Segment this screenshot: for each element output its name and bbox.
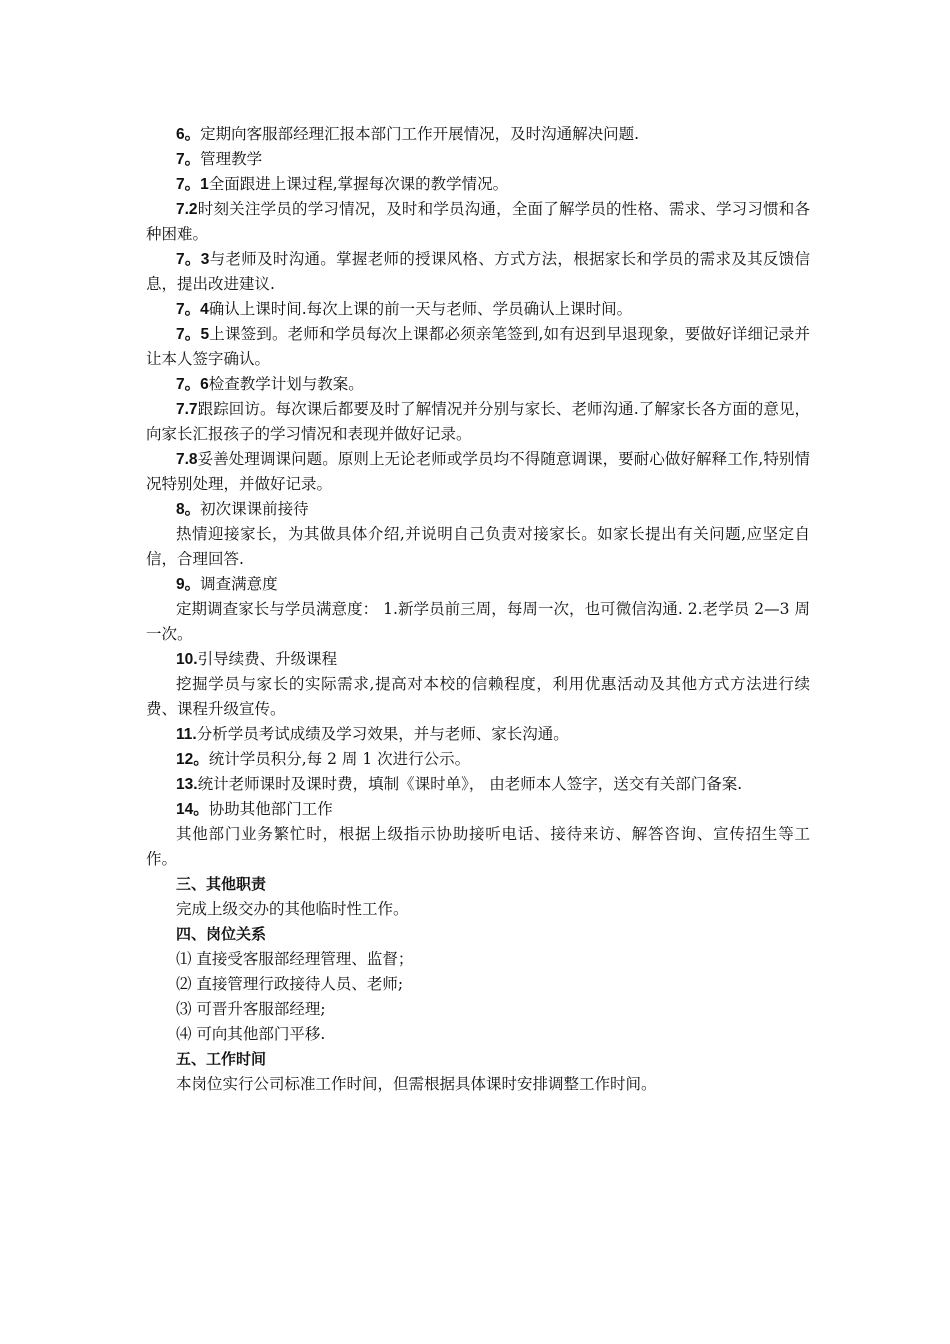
relations-item: ⑴ 直接受客服部经理管理、监督； [176, 950, 414, 968]
paragraph-8: 8。初次课课前接待 [176, 500, 309, 518]
paragraph-14: 14。协助其他部门工作 [176, 800, 333, 818]
paragraph-9: 9。调查满意度 [176, 575, 278, 593]
paragraph-11: 11.分析学员考试成绩及学习效果，并与老师、家长沟通。 [176, 725, 569, 743]
paragraph-7-5: 7。5上课签到。老师和学员每次上课都必须亲笔签到,如有迟到早退现象，要做好详细记录并让本人签字确认。 [146, 325, 810, 368]
document-page [146, 122, 810, 1097]
paragraph-8-body: 热情迎接家长，为其做具体介绍,并说明自己负责对接家长。如家长提出有关问题,应坚定自信，合理回答. [146, 525, 810, 568]
relations-item: ⑵ 直接管理行政接待人员、老师; [176, 975, 404, 993]
paragraph-10: 10.引导续费、升级课程 [176, 650, 338, 668]
relations-item: ⑷ 可向其他部门平移. [176, 1025, 326, 1043]
paragraph-6: 6。定期向客服部经理汇报本部门工作开展情况，及时沟通解决问题. [176, 125, 640, 143]
work-time-text: 本岗位实行公司标准工作时间，但需根据具体课时安排调整工作时间。 [176, 1075, 657, 1093]
paragraph-7-4: 7。4确认上课时间.每次上课的前一天与老师、学员确认上课时间。 [176, 300, 633, 318]
relations-item: ⑶ 可晋升客服部经理; [176, 1000, 326, 1018]
paragraph-7-8: 7.8妥善处理调课问题。原则上无论老师或学员均不得随意调课，要耐心做好解释工作,特别情况特别处理，并做好记录。 [146, 450, 810, 493]
paragraph-7-3: 7。3与老师及时沟通。掌握老师的授课风格、方式方法，根据家长和学员的需求及其反馈信息，提出改进建议. [146, 250, 810, 293]
paragraph-7-7: 7.7跟踪回访。每次课后都要及时了解情况并分别与家长、老师沟通.了解家长各方面的意见，向家长汇报孩子的学习情况和表现并做好记录。 [146, 400, 810, 443]
paragraph-12: 12。统计学员积分,每 2 周 1 次进行公示。 [176, 750, 471, 768]
paragraph-14-body: 其他部门业务繁忙时，根据上级指示协助接听电话、接待来访、解答咨询、宣传招生等工作。 [146, 825, 810, 868]
paragraph-10-body: 挖掘学员与家长的实际需求,提高对本校的信赖程度，利用优惠活动及其他方式方法进行续费、课程升级宣传。 [146, 675, 810, 718]
paragraph-7-1: 7。1全面跟进上课过程,掌握每次课的教学情况。 [176, 175, 509, 193]
paragraph-7-6: 7。6检查教学计划与教案。 [176, 375, 364, 393]
paragraph-7-2: 7.2时刻关注学员的学习情况，及时和学员沟通，全面了解学员的性格、需求、学习习惯和各种困难。 [146, 200, 810, 243]
paragraph-13: 13.统计老师课时及课时费，填制《课时单》， 由老师本人签字，送交有关部门备案. [176, 775, 743, 793]
section-title-work-time: 五、工作时间 [176, 1050, 267, 1068]
paragraph-7: 7。管理教学 [176, 150, 263, 168]
section-title-relations: 四、岗位关系 [176, 925, 267, 943]
paragraph-9-body: 定期调查家长与学员满意度： 1.新学员前三周，每周一次，也可微信沟通. 2.老学员 2—3 周一次。 [146, 600, 810, 643]
section-title-other-duties: 三、其他职责 [176, 875, 267, 893]
other-duties-text: 完成上级交办的其他临时性工作。 [176, 900, 409, 918]
